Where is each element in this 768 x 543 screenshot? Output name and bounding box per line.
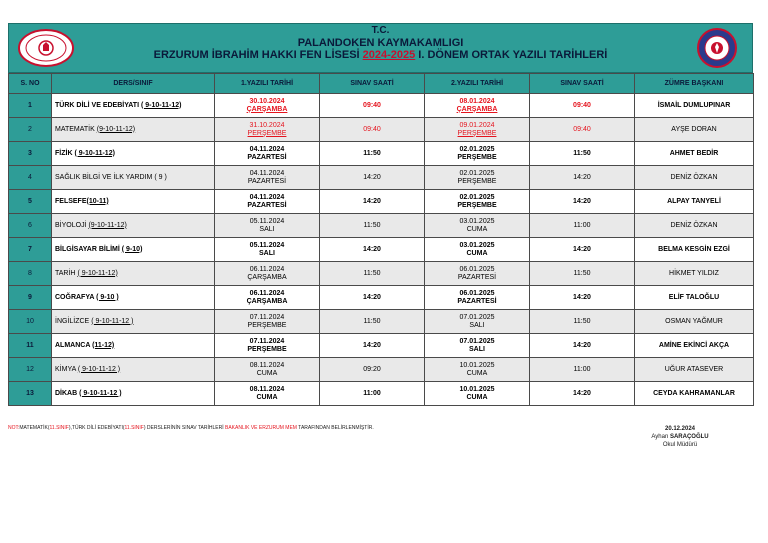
column-header: ZÜMRE BAŞKANI <box>635 74 754 94</box>
exam2-time: 09:40 <box>530 118 635 142</box>
exam2-time: 09:40 <box>530 94 635 118</box>
course-cell <box>52 94 215 118</box>
course-cell <box>52 382 215 406</box>
table-row <box>9 382 754 406</box>
row-number: 9 <box>9 286 52 310</box>
exam1-time: 14:20 <box>320 190 425 214</box>
exam2-day: CUMA <box>466 393 488 401</box>
exam1-time: 14:20 <box>320 238 425 262</box>
exam2-date-cell <box>425 310 530 334</box>
exam2-date-cell <box>425 286 530 310</box>
course-name: TARİH <box>55 269 76 277</box>
exam2-date: 09.01.2024 <box>459 121 495 129</box>
exam1-day: ÇARŞAMBA <box>246 105 288 113</box>
table-row <box>9 190 754 214</box>
course-name: FELSEFE <box>55 197 87 205</box>
header-line-3 <box>9 49 752 61</box>
exam2-day: SALI <box>469 321 485 329</box>
header-line-3-term: I. DÖNEM ORTAK YAZILI TARİHLERİ <box>415 49 608 61</box>
schedule-table <box>8 73 754 406</box>
exam2-date-cell <box>425 214 530 238</box>
footnote-text: MATEMATİK( <box>19 425 50 431</box>
exam2-time: 11:00 <box>530 358 635 382</box>
column-header: 1.YAZILI TARİHİ <box>215 74 320 94</box>
row-number: 3 <box>9 142 52 166</box>
table-header-row <box>9 74 754 94</box>
course-name: BİYOLOJİ <box>55 221 87 229</box>
exam2-day: CUMA <box>466 249 488 257</box>
course-grades: ( 9-10-11-12) <box>77 269 118 277</box>
row-number: 7 <box>9 238 52 262</box>
exam1-day: PAZARTESİ <box>247 201 287 209</box>
footnote-highlight: 11.SINIF <box>49 425 69 431</box>
exam2-date: 03.01.2025 <box>459 217 495 225</box>
exam2-day: ÇARŞAMBA <box>456 105 498 113</box>
exam1-date: 06.11.2024 <box>249 265 285 273</box>
exam2-day: PERŞEMBE <box>457 177 497 185</box>
exam2-date: 08.01.2024 <box>459 97 495 105</box>
signature-name <box>640 433 720 441</box>
exam2-time: 14:20 <box>530 238 635 262</box>
course-name: ALMANCA <box>55 341 91 349</box>
exam1-date: 06.11.2024 <box>249 289 285 297</box>
dept-head: DENİZ ÖZKAN <box>635 214 754 238</box>
exam1-time: 11:50 <box>320 142 425 166</box>
exam2-date-cell <box>425 334 530 358</box>
exam1-date-cell <box>215 190 320 214</box>
course-name: SAĞLIK BİLGİ VE İLK YARDIM <box>55 173 153 181</box>
table-row <box>9 358 754 382</box>
exam1-day: ÇARŞAMBA <box>247 273 287 281</box>
exam1-time: 11:50 <box>320 214 425 238</box>
header-line-3-year: 2024-2025 <box>362 49 416 61</box>
footnote-highlight: BAKANLIK VE ERZURUM MEM <box>225 425 297 431</box>
column-header: SINAV SAATİ <box>530 74 635 94</box>
exam2-time: 11:50 <box>530 310 635 334</box>
footnote-text: TARAFINDAN BELİRLENMİŞTİR. <box>296 425 374 431</box>
exam1-date: 04.11.2024 <box>249 145 285 153</box>
exam1-day: ÇARŞAMBA <box>246 297 288 305</box>
header-line-3-school: ERZURUM İBRAHİM HAKKI FEN LİSESİ <box>153 49 363 61</box>
exam2-date: 02.01.2025 <box>459 193 495 201</box>
exam2-time: 14:20 <box>530 286 635 310</box>
exam2-day: PERŞEMBE <box>457 129 497 137</box>
exam2-day: PERŞEMBE <box>457 153 497 161</box>
header-banner <box>8 23 753 73</box>
exam1-date-cell <box>215 214 320 238</box>
course-cell <box>52 238 215 262</box>
row-number: 2 <box>9 118 52 142</box>
exam1-date-cell <box>215 310 320 334</box>
exam2-date: 03.01.2025 <box>459 241 495 249</box>
course-cell <box>52 190 215 214</box>
course-cell <box>52 334 215 358</box>
exam1-date-cell <box>215 166 320 190</box>
exam1-day: PAZARTESİ <box>247 153 287 161</box>
course-grades: ( 9-10-11-12) <box>74 149 115 157</box>
course-cell <box>52 142 215 166</box>
footnote-label: NOT: <box>8 425 20 431</box>
exam2-date-cell <box>425 94 530 118</box>
course-grades: (9-10-11-12) <box>88 221 127 229</box>
dept-head: ALPAY TANYELİ <box>635 190 754 214</box>
exam1-time: 09:40 <box>320 94 425 118</box>
row-number: 4 <box>9 166 52 190</box>
exam1-date: 08.11.2024 <box>249 385 285 393</box>
exam2-time: 11:50 <box>530 142 635 166</box>
column-header: DERS/SINIF <box>52 74 215 94</box>
table-row <box>9 94 754 118</box>
exam2-date-cell <box>425 358 530 382</box>
exam1-date-cell <box>215 286 320 310</box>
header-line-1: T.C. <box>371 25 390 36</box>
row-number: 6 <box>9 214 52 238</box>
dept-head: AHMET BEDİR <box>635 142 754 166</box>
exam1-date-cell <box>215 358 320 382</box>
exam1-day: CUMA <box>256 369 278 377</box>
exam1-day: SALI <box>259 225 275 233</box>
course-grades: ( 9-10-11-12 ) <box>91 317 134 325</box>
signature-first-name: Ayhan <box>651 434 670 440</box>
exam1-time: 11:50 <box>320 262 425 286</box>
exam1-time: 11:50 <box>320 310 425 334</box>
dept-head: OSMAN YAĞMUR <box>635 310 754 334</box>
column-header: SINAV SAATİ <box>320 74 425 94</box>
exam1-time: 09:20 <box>320 358 425 382</box>
exam2-time: 11:00 <box>530 214 635 238</box>
exam1-date: 05.11.2024 <box>249 241 285 249</box>
exam1-date-cell <box>215 262 320 286</box>
course-name: BİLGİSAYAR BİLİMİ <box>55 245 120 253</box>
exam1-day: CUMA <box>256 393 278 401</box>
signature-date: 20.12.2024 <box>664 426 696 432</box>
table-row <box>9 238 754 262</box>
course-cell <box>52 262 215 286</box>
course-name: FİZİK <box>55 149 73 157</box>
exam1-date: 04.11.2024 <box>249 169 285 177</box>
signature-last-name: SARAÇOĞLU <box>669 434 709 440</box>
exam1-date-cell <box>215 334 320 358</box>
dept-head: AMİNE EKİNCİ AKÇA <box>635 334 754 358</box>
dept-head: CEYDA KAHRAMANLAR <box>635 382 754 406</box>
course-cell <box>52 214 215 238</box>
exam2-date: 07.01.2025 <box>459 313 495 321</box>
row-number: 5 <box>9 190 52 214</box>
exam2-date-cell <box>425 238 530 262</box>
row-number: 10 <box>9 310 52 334</box>
signature-title: Okul Müdürü <box>662 442 698 448</box>
row-number: 8 <box>9 262 52 286</box>
row-number: 1 <box>9 94 52 118</box>
exam1-date: 07.11.2024 <box>249 337 285 345</box>
exam1-date-cell <box>215 118 320 142</box>
exam2-time: 14:20 <box>530 166 635 190</box>
exam-schedule-sheet <box>8 23 753 406</box>
course-grades: ( 9 ) <box>154 173 167 181</box>
exam2-day: PERŞEMBE <box>457 201 497 209</box>
exam1-date: 30.10.2024 <box>249 97 285 105</box>
table-row <box>9 334 754 358</box>
course-cell <box>52 166 215 190</box>
course-cell <box>52 286 215 310</box>
course-name: TÜRK DİLİ VE EDEBİYATI <box>55 101 140 109</box>
exam2-date-cell <box>425 118 530 142</box>
exam1-day: PERŞEMBE <box>247 345 287 353</box>
course-grades: ( 9-10) <box>121 245 143 253</box>
row-number: 12 <box>9 358 52 382</box>
exam1-date-cell <box>215 94 320 118</box>
table-row <box>9 262 754 286</box>
header-line-2: PALANDOKEN KAYMAKAMLIGI <box>297 37 464 49</box>
exam1-date-cell <box>215 382 320 406</box>
footnote-text: ) DERSLERİNİN SINAV TARİHLERİ <box>143 425 225 431</box>
table-row <box>9 142 754 166</box>
signature-block <box>640 425 720 449</box>
exam2-time: 14:20 <box>530 190 635 214</box>
exam2-date-cell <box>425 142 530 166</box>
exam2-time: 11:50 <box>530 262 635 286</box>
course-name: KİMYA <box>55 365 76 373</box>
exam1-time: 14:20 <box>320 166 425 190</box>
exam2-date: 02.01.2025 <box>459 169 495 177</box>
dept-head: ELİF TALOĞLU <box>635 286 754 310</box>
exam2-time: 14:20 <box>530 334 635 358</box>
exam1-time: 14:20 <box>320 286 425 310</box>
exam2-date-cell <box>425 190 530 214</box>
exam2-date-cell <box>425 262 530 286</box>
exam2-date: 02.01.2025 <box>459 145 495 153</box>
exam1-date: 31.10.2024 <box>249 121 285 129</box>
course-grades: (9-10-11-12) <box>96 125 136 133</box>
course-grades: ( 9-10-11-12 ) <box>77 365 121 373</box>
table-row <box>9 166 754 190</box>
exam1-time: 14:20 <box>320 334 425 358</box>
exam1-time: 11:00 <box>320 382 425 406</box>
exam2-date: 07.01.2025 <box>459 337 495 345</box>
course-grades: ( 9-10 ) <box>96 293 119 301</box>
exam2-date: 10.01.2025 <box>459 361 495 369</box>
exam1-day: SALI <box>259 249 275 257</box>
course-grades: (10-11) <box>86 197 109 205</box>
exam2-date: 06.01.2025 <box>459 289 495 297</box>
dept-head: UĞUR ATASEVER <box>635 358 754 382</box>
dept-head: DENİZ ÖZKAN <box>635 166 754 190</box>
dept-head: İSMAİL DUMLUPINAR <box>635 94 754 118</box>
exam2-day: PAZARTESİ <box>457 297 497 305</box>
exam1-date: 05.11.2024 <box>249 217 285 225</box>
exam2-day: CUMA <box>466 225 488 233</box>
course-name: İNGİLİZCE <box>55 317 90 325</box>
exam2-day: PAZARTESİ <box>457 273 497 281</box>
exam1-date-cell <box>215 238 320 262</box>
footnote-highlight: 11.SINIF <box>124 425 144 431</box>
course-grades: ( 9-10-11-12) <box>140 101 182 109</box>
table-row <box>9 118 754 142</box>
exam1-date-cell <box>215 142 320 166</box>
exam2-time: 14:20 <box>530 382 635 406</box>
course-cell <box>52 118 215 142</box>
dept-head: HİKMET YILDIZ <box>635 262 754 286</box>
school-seal-icon <box>696 28 738 68</box>
column-header: S. NO <box>9 74 52 94</box>
row-number: 13 <box>9 382 52 406</box>
course-cell <box>52 358 215 382</box>
exam1-date: 07.11.2024 <box>249 313 285 321</box>
exam2-day: SALI <box>469 345 485 353</box>
exam1-day: PAZARTESİ <box>247 177 287 185</box>
exam2-date: 10.01.2025 <box>459 385 495 393</box>
exam1-date: 08.11.2024 <box>249 361 285 369</box>
dept-head: AYŞE DORAN <box>635 118 754 142</box>
exam2-date-cell <box>425 166 530 190</box>
exam1-time: 09:40 <box>320 118 425 142</box>
course-grades: (11-12) <box>92 341 115 349</box>
table-row <box>9 214 754 238</box>
header-title <box>9 25 752 61</box>
row-number: 11 <box>9 334 52 358</box>
dept-head: BELMA KESGİN EZGİ <box>635 238 754 262</box>
exam1-day: PERŞEMBE <box>247 129 287 137</box>
exam1-day: PERŞEMBE <box>247 321 287 329</box>
course-name: COĞRAFYA <box>55 293 95 301</box>
table-row <box>9 310 754 334</box>
exam2-day: CUMA <box>466 369 488 377</box>
exam1-date: 04.11.2024 <box>249 193 285 201</box>
exam2-date-cell <box>425 382 530 406</box>
exam2-date: 06.01.2025 <box>459 265 495 273</box>
course-name: MATEMATİK <box>55 125 95 133</box>
course-grades: ( 9-10-11-12 ) <box>79 389 122 397</box>
footnote-text: ),TÜRK DİLİ EDEBİYATI( <box>68 425 125 431</box>
column-header: 2.YAZILI TARİHİ <box>425 74 530 94</box>
course-name: DİKAB <box>55 389 78 397</box>
table-row <box>9 286 754 310</box>
course-cell <box>52 310 215 334</box>
footnote <box>8 425 374 431</box>
